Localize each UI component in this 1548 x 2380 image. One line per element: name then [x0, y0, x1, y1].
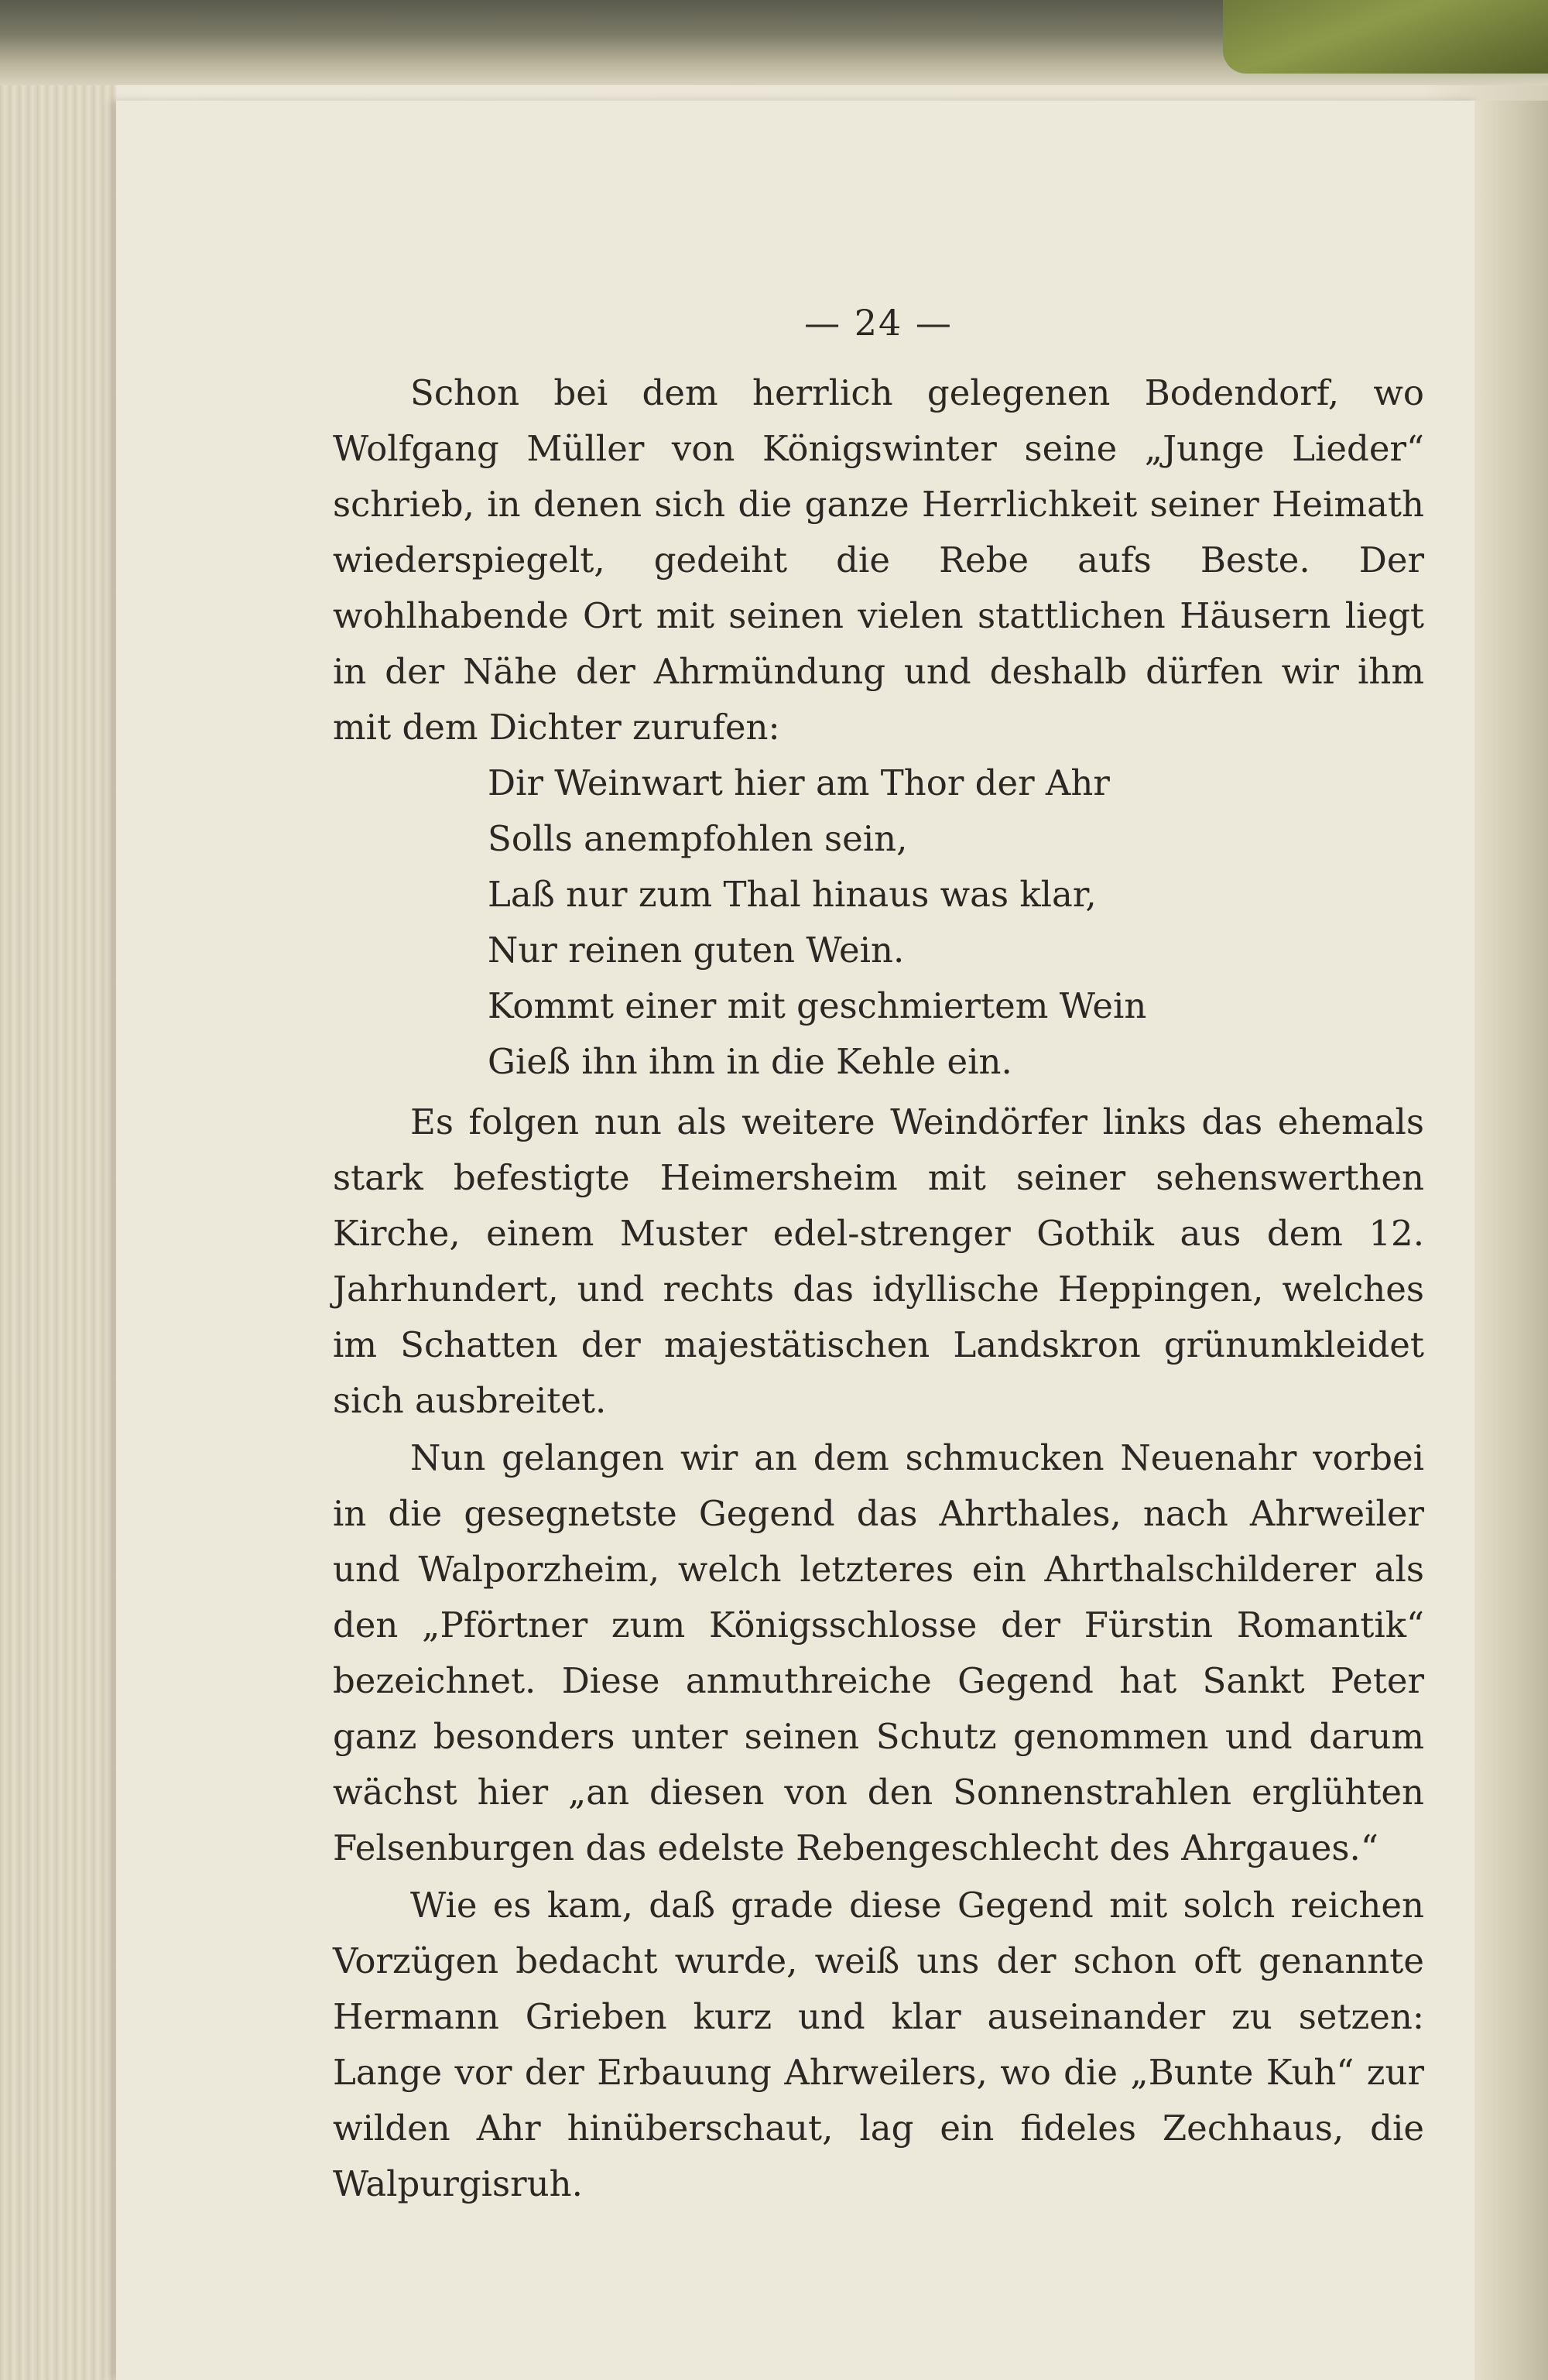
poem — [333, 755, 1424, 1090]
poem-line: Solls anempfohlen sein, — [488, 818, 908, 859]
paragraph-2: Es folgen nun als weitere Weindörfer links das ehemals stark befestigte Heimersheim mit seiner sehenswerthen Kirche, einem Muster edel-strenger Gothik aus dem 12. Jahrhundert, und rechts das idyllische Heppingen, welches im Schatten der majestätischen Landskron grünumkleidet sich ausbreitet. — [333, 1101, 1424, 1421]
book-cover-corner — [1223, 0, 1548, 74]
poem-line: Gieß ihn ihm in die Kehle ein. — [488, 1041, 1012, 1082]
page-text-block — [333, 302, 1424, 2212]
paragraph-4: Wie es kam, daß grade diese Gegend mit solch reichen Vorzügen bedacht wurde, weiß uns der schon oft genannte Hermann Grieben kurz und klar auseinander zu setzen: Lange vor der Erbauung Ahrweilers, wo die „Bunte Kuh“ zur wilden Ahr hinüberschaut, lag ein fideles Zechhaus, die Walpurgisruh. — [333, 1885, 1424, 2204]
paragraph-1: Schon bei dem herrlich gelegenen Bodendorf, wo Wolfgang Müller von Königswinter seine „Junge Lieder“ schrieb, in denen sich die ganze Herrlichkeit seiner Heimath wiederspiegelt, gedeiht die Rebe aufs Beste. Der wohlhabende Ort mit seinen vielen stattlichen Häusern liegt in der Nähe der Ahrmündung und deshalb dürfen wir ihm mit dem Dichter zurufen: — [333, 372, 1424, 748]
paragraph-3: Nun gelangen wir an dem schmucken Neuenahr vorbei in die gesegnetste Gegend das Ahrthales, nach Ahrweiler und Walporzheim, welch letzteres ein Ahrthalschilderer als den „Pförtner zum Königsschlosse der Fürstin Romantik“ bezeichnet. Diese anmuthreiche Gegend hat Sankt Peter ganz besonders unter seinen Schutz genommen und darum wächst hier „an diesen von den Sonnenstrahlen erglühten Felsenburgen das edelste Rebengeschlecht des Ahrgaues.“ — [333, 1437, 1424, 1868]
page-right-edge — [1474, 101, 1548, 2380]
poem-line: Nur reinen guten Wein. — [488, 930, 905, 971]
poem-line: Laß nur zum Thal hinaus was klar, — [488, 874, 1097, 915]
poem-line: Dir Weinwart hier am Thor der Ahr — [488, 762, 1110, 803]
page-number: — 24 — — [804, 302, 953, 344]
poem-line: Kommt einer mit geschmiertem Wein — [488, 985, 1147, 1026]
page-stack-edge — [0, 70, 116, 2380]
